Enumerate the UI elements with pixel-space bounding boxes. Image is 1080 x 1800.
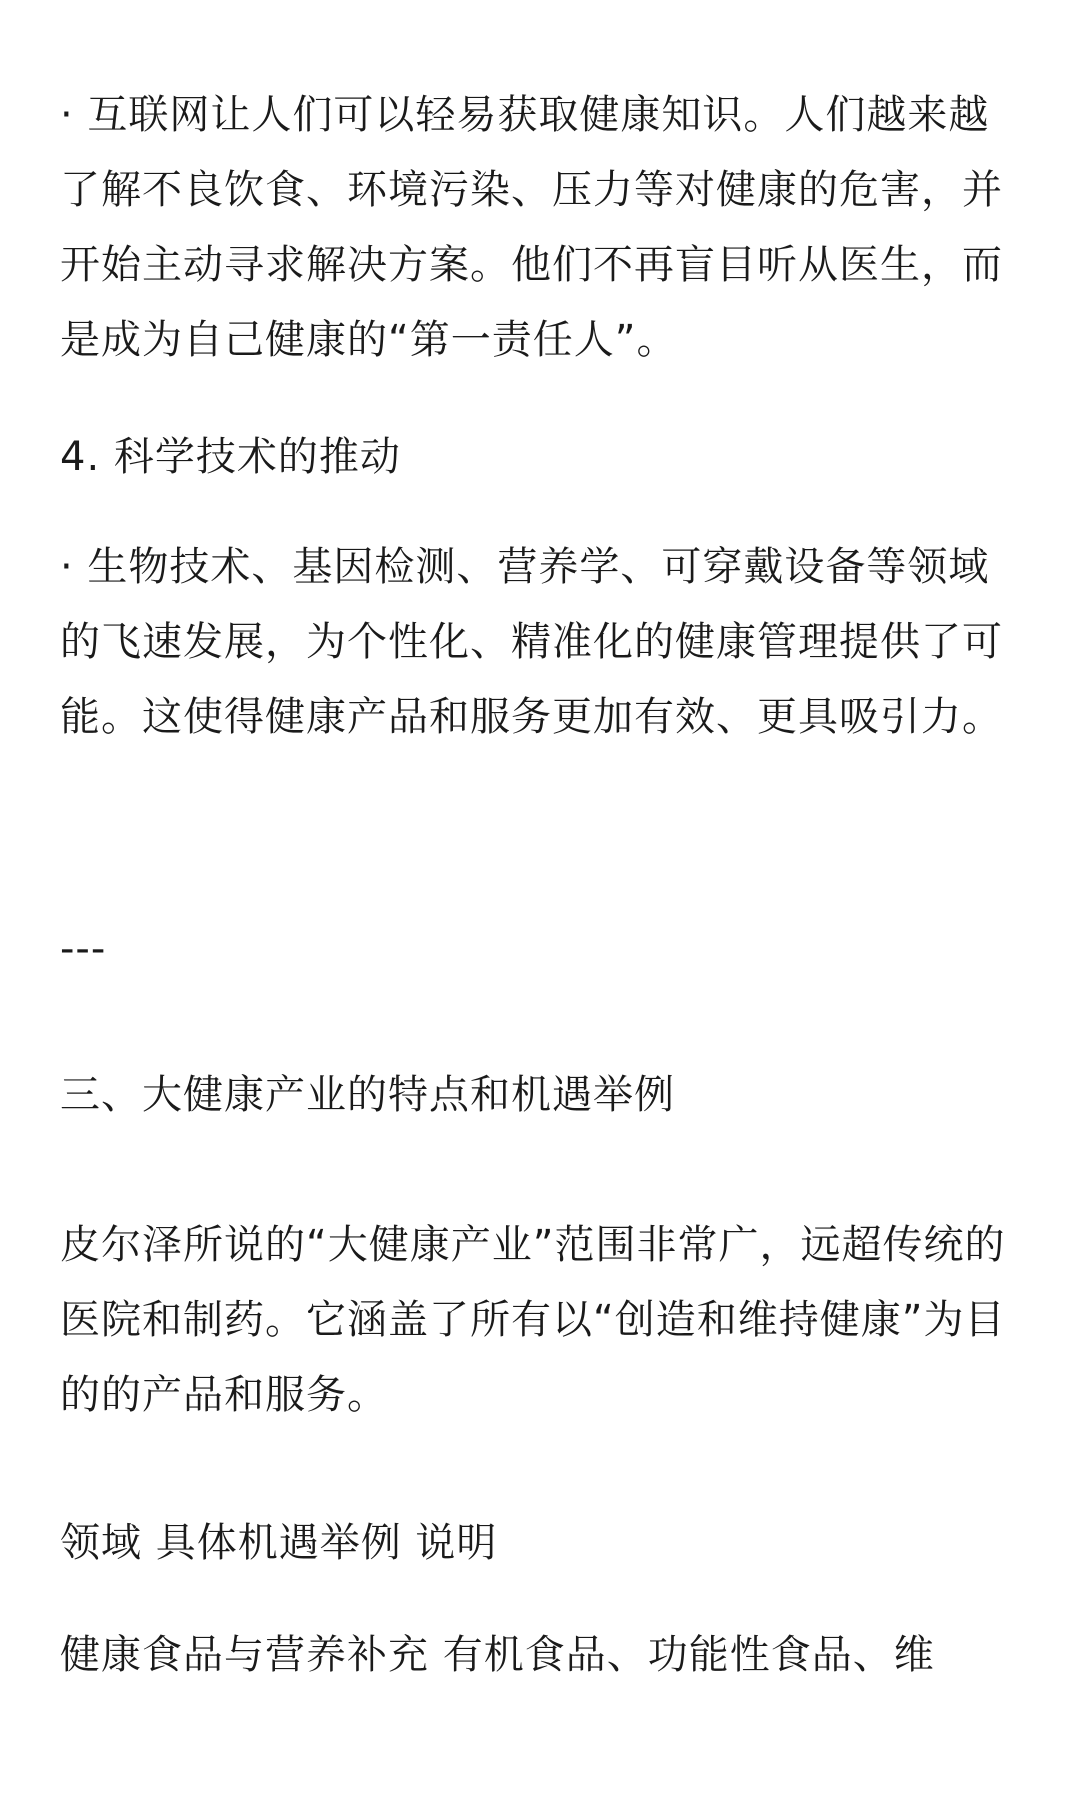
separator-line: --- [60, 926, 107, 972]
section-heading-tech-driven: 4. 科学技术的推动 [60, 434, 401, 480]
paragraph-internet-health-knowledge: · 互联网让人们可以轻易获取健康知识。人们越来越了解不良饮食、环境污染、压力等对健康的危害，并开始主动寻求解决方案。他们不再盲目听从医生，而是成为自己健康的“第一责任人”。 [60, 92, 1003, 363]
table-row: 健康食品与营养补充 有机食品、功能性食品、维 [60, 1632, 935, 1678]
table-header-row: 领域 具体机遇举例 说明 [60, 1520, 498, 1566]
paragraph-technology-advances: · 生物技术、基因检测、营养学、可穿戴设备等领域的飞速发展，为个性化、精准化的健康管理提供了可能。这使得健康产品和服务更加有效、更具吸引力。 [60, 544, 1003, 740]
paragraph-industry-scope: 皮尔泽所说的“大健康产业”范围非常广，远超传统的医院和制药。它涵盖了所有以“创造和维持健康”为目的的产品和服务。 [60, 1222, 1006, 1418]
section-heading-industry-features: 三、大健康产业的特点和机遇举例 [60, 1072, 675, 1118]
